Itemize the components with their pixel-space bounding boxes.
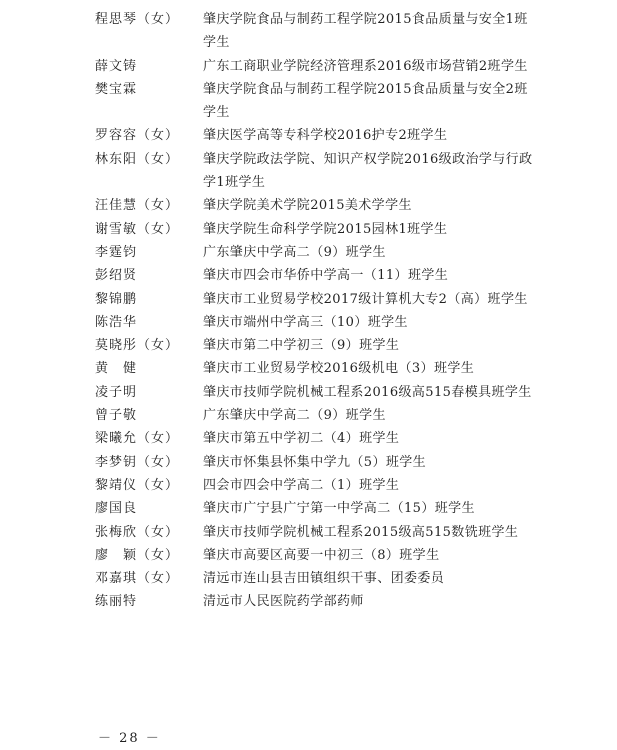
- person-name: 李梦钥（女）: [95, 454, 180, 470]
- person-name: 邓嘉琪（女）: [95, 571, 180, 587]
- person-name: 程思琴（女）: [95, 12, 180, 27]
- list-item: [95, 381, 595, 404]
- person-name: 李霆钧: [95, 244, 138, 260]
- person-description: 肇庆学院政法学院、知识产权学院2016级政治学与行政学1班学生: [203, 151, 533, 191]
- page-number: － 28 －: [98, 731, 161, 746]
- person-name: 梁曦允（女）: [95, 431, 180, 447]
- person-description: 肇庆市工业贸易学校2017级计算机大专2（高）班学生: [203, 291, 528, 307]
- person-name: 廖 颖（女）: [95, 547, 180, 563]
- person-description: 肇庆学院生命科学学院2015园林1班学生: [203, 221, 448, 237]
- person-description: 肇庆市高要区高要一中初三（8）班学生: [203, 547, 440, 563]
- person-description: 肇庆市怀集县怀集中学九（5）班学生: [203, 454, 427, 470]
- list-item: [95, 218, 595, 241]
- person-name: 谢雪敏（女）: [95, 221, 180, 237]
- list-item: [95, 497, 595, 520]
- list-item: [95, 124, 595, 147]
- list-item: [95, 241, 595, 264]
- list-item: [95, 8, 595, 55]
- honoree-list: [95, 8, 595, 614]
- person-description: 肇庆市工业贸易学校2016级机电（3）班学生: [203, 361, 475, 377]
- person-description: 肇庆市第五中学初二（4）班学生: [203, 431, 400, 447]
- list-item: [95, 590, 595, 613]
- person-name: 彭绍贤: [95, 268, 138, 284]
- person-description: 肇庆市广宁县广宁第一中学高二（15）班学生: [203, 501, 475, 517]
- list-item: [95, 404, 595, 427]
- person-name: 林东阳（女）: [95, 151, 180, 167]
- person-name: 张梅欣（女）: [95, 524, 180, 540]
- list-item: [95, 264, 595, 287]
- person-name: 曾子敬: [95, 408, 138, 424]
- person-description: 肇庆学院食品与制药工程学院2015食品质量与安全1班学生: [203, 12, 528, 51]
- list-item: [95, 148, 595, 195]
- person-name: 罗容容（女）: [95, 128, 180, 144]
- person-description: 肇庆市第二中学初三（9）班学生: [203, 338, 400, 354]
- person-description: 肇庆学院美术学院2015美术学学生: [203, 198, 412, 214]
- person-name: 陈浩华: [95, 314, 138, 330]
- person-description: 清远市人民医院药学部药师: [203, 594, 364, 610]
- person-description: 广东工商职业学院经济管理系2016级市场营销2班学生: [203, 58, 528, 74]
- person-name: 凌子明: [95, 384, 138, 400]
- person-name: 黄 健: [95, 361, 138, 377]
- list-item: [95, 288, 595, 311]
- list-item: [95, 78, 595, 125]
- person-description: 肇庆市四会市华侨中学高一（11）班学生: [203, 268, 449, 284]
- person-description: 广东肇庆中学高二（9）班学生: [203, 244, 386, 260]
- list-item: [95, 427, 595, 450]
- person-description: 肇庆市技师学院机械工程系2016级高515春模具班学生: [203, 384, 532, 400]
- list-item: [95, 311, 595, 334]
- person-description: 四会市四会中学高二（1）班学生: [203, 477, 400, 493]
- list-item: [95, 334, 595, 357]
- person-description: 广东肇庆中学高二（9）班学生: [203, 408, 386, 424]
- list-item: [95, 544, 595, 567]
- person-name: 廖国良: [95, 501, 138, 517]
- list-item: [95, 474, 595, 497]
- list-item: [95, 194, 595, 217]
- person-name: 黎锦鹏: [95, 291, 138, 307]
- person-description: 肇庆市端州中学高三（10）班学生: [203, 314, 408, 330]
- list-item: [95, 55, 595, 78]
- person-name: 练丽特: [95, 594, 138, 610]
- list-item: [95, 451, 595, 474]
- person-description: 肇庆医学高等专科学校2016护专2班学生: [203, 128, 448, 144]
- person-name: 薛文铸: [95, 58, 138, 74]
- person-description: 肇庆学院食品与制药工程学院2015食品质量与安全2班学生: [203, 81, 528, 121]
- person-name: 黎靖仪（女）: [95, 477, 180, 493]
- list-item: [95, 357, 595, 380]
- list-item: [95, 567, 595, 590]
- person-description: 肇庆市技师学院机械工程系2015级高515数铣班学生: [203, 524, 519, 540]
- person-description: 清远市连山县吉田镇组织干事、团委委员: [203, 571, 445, 587]
- list-item: [95, 521, 595, 544]
- person-name: 樊宝霖: [95, 81, 138, 97]
- person-name: 莫晓彤（女）: [95, 338, 180, 354]
- person-name: 汪佳慧（女）: [95, 198, 180, 214]
